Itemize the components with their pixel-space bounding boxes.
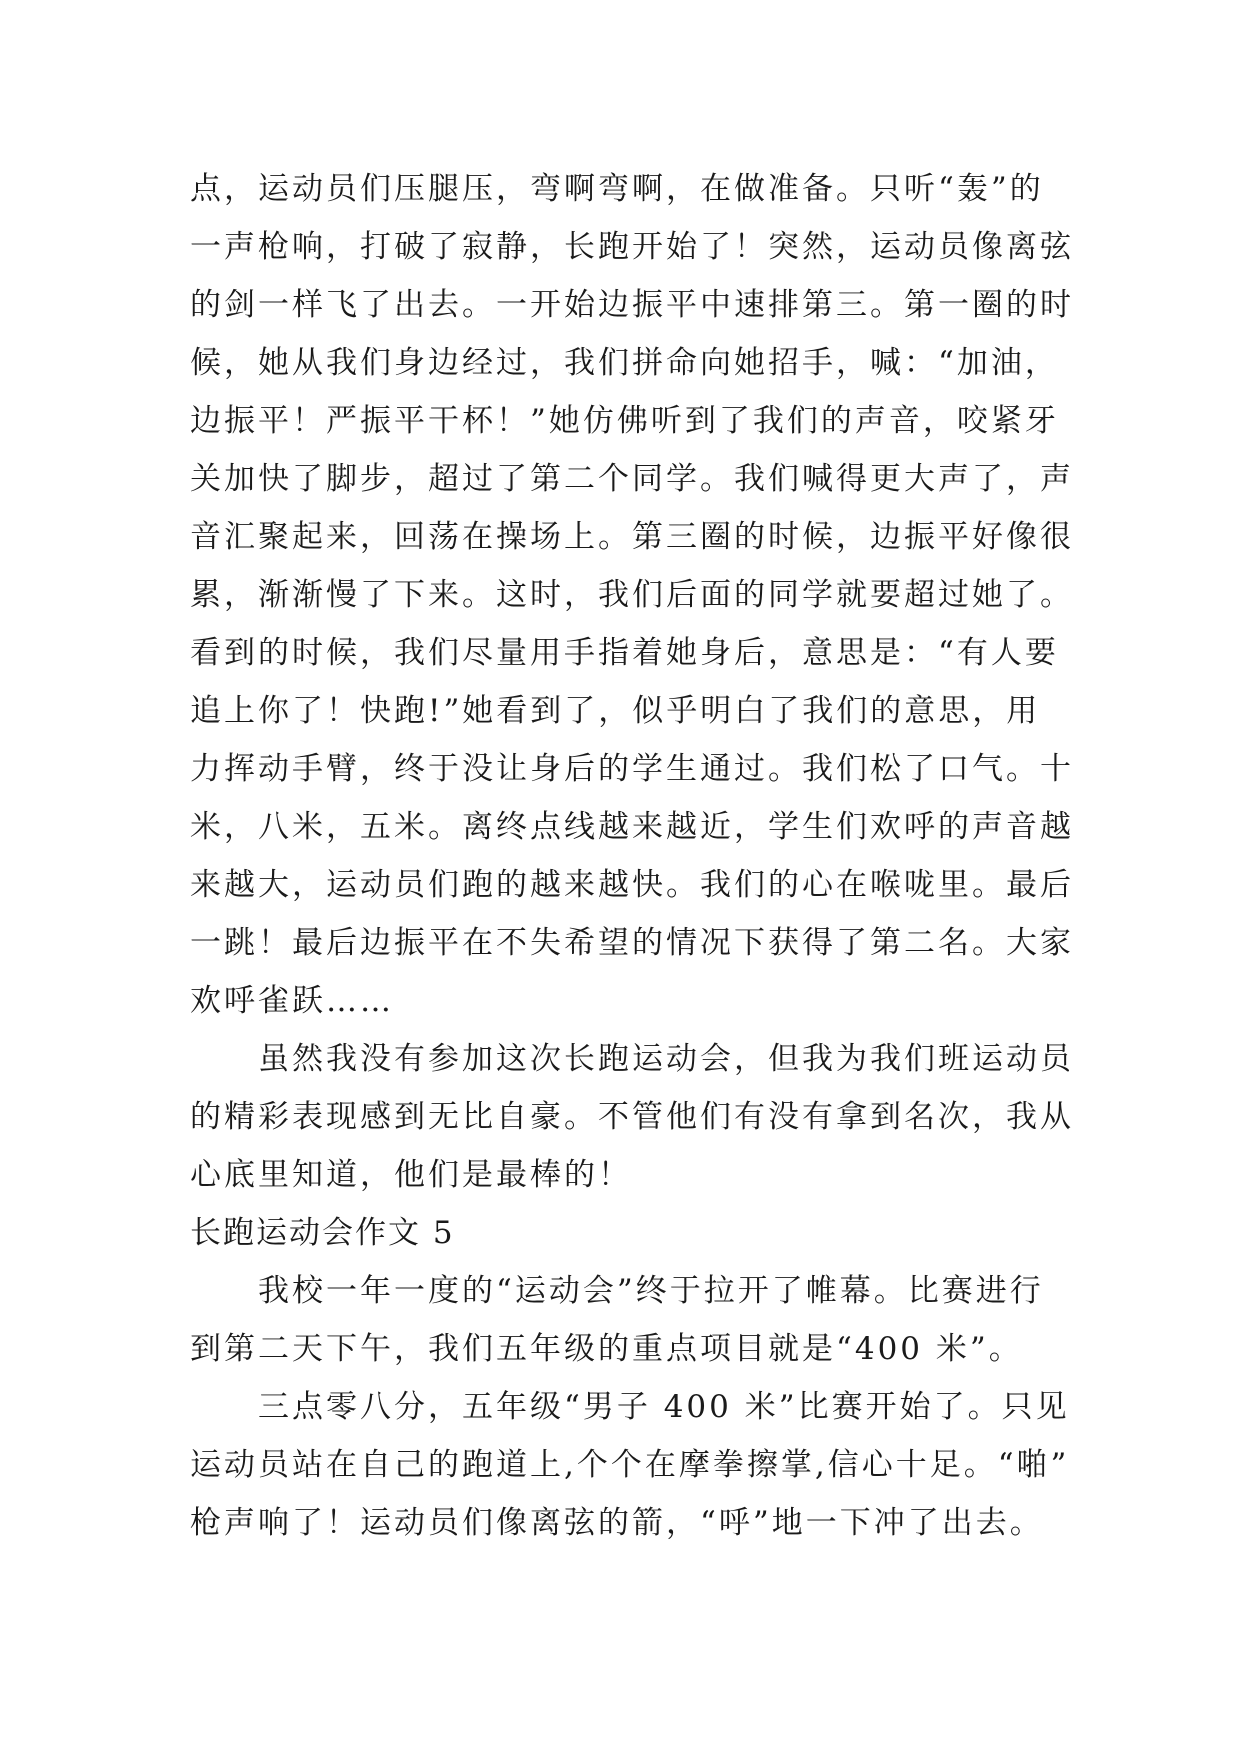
text-line: 关加快了脚步，超过了第二个同学。我们喊得更大声了，声 [190,461,1074,497]
text-line: 一跳！最后边振平在不失希望的情况下获得了第二名。大家 [190,925,1074,961]
paragraph-start-line: 我校一年一度的“运动会”终于拉开了帷幕。比赛进行 [258,1273,1044,1309]
text-line: 欢呼雀跃…… [190,983,394,1019]
text-line: 候，她从我们身边经过，我们拼命向她招手，喊：“加油， [190,345,1059,381]
text-line: 到第二天下午，我们五年级的重点项目就是“400 米”。 [190,1331,1023,1367]
paragraph-start-line: 三点零八分，五年级“男子 400 米”比赛开始了。只见 [258,1389,1070,1425]
text-line: 力挥动手臂，终于没让身后的学生通过。我们松了口气。十 [190,751,1074,787]
text-line: 音汇聚起来，回荡在操场上。第三圈的时候，边振平好像很 [190,519,1074,555]
document-body [190,160,1090,1552]
text-line: 米，八米，五米。离终点线越来越近，学生们欢呼的声音越 [190,809,1074,845]
text-line: 来越大，运动员们跑的越来越快。我们的心在喉咙里。最后 [190,867,1074,903]
text-line: 的剑一样飞了出去。一开始边振平中速排第三。第一圈的时 [190,287,1074,323]
text-line: 看到的时候，我们尽量用手指着她身后，意思是：“有人要 [190,635,1059,671]
text-line: 心底里知道，他们是最棒的！ [190,1157,632,1193]
text-line: 追上你了！快跑!”她看到了，似乎明白了我们的意思，用 [190,693,1041,729]
text-line: 点，运动员们压腿压，弯啊弯啊，在做准备。只听“轰”的 [190,171,1044,207]
text-line: 运动员站在自己的跑道上,个个在摩拳擦掌,信心十足。“啪” [190,1447,1070,1483]
text-line: 一声枪响，打破了寂静，长跑开始了！突然，运动员像离弦 [190,229,1074,265]
paragraph-start-line: 虽然我没有参加这次长跑运动会，但我为我们班运动员 [258,1041,1074,1077]
text-line: 边振平！严振平干杯！”她仿佛听到了我们的声音，咬紧牙 [190,403,1059,439]
text-line: 的精彩表现感到无比自豪。不管他们有没有拿到名次，我从 [190,1099,1074,1135]
text-line: 枪声响了！运动员们像离弦的箭，“呼”地一下冲了出去。 [190,1505,1044,1541]
text-line: 累，渐渐慢了下来。这时，我们后面的同学就要超过她了。 [190,577,1074,613]
section-heading: 长跑运动会作文 5 [190,1215,455,1251]
